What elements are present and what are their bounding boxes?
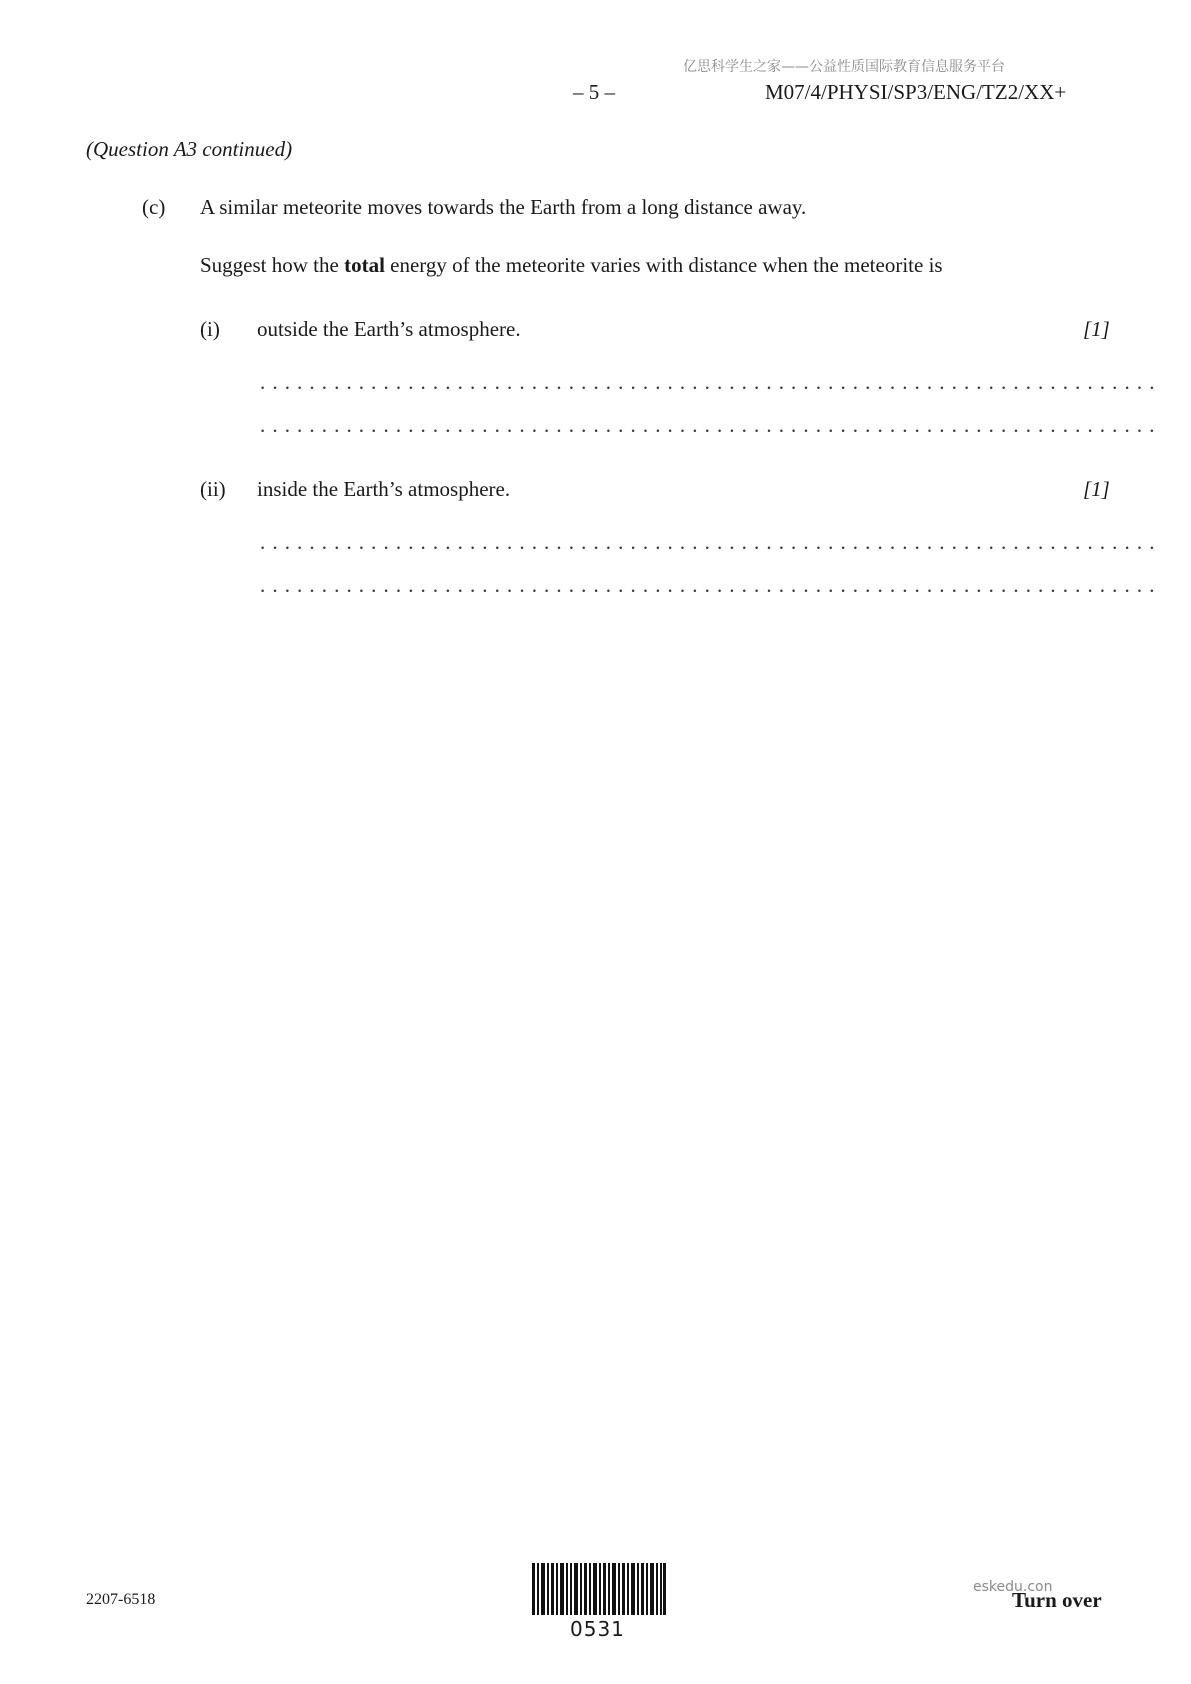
- answer-line[interactable]: .........................................................................: [260, 530, 1162, 554]
- prompt-text-start: Suggest how the: [200, 253, 345, 277]
- sub-ii-text: inside the Earth’s atmosphere.: [257, 477, 511, 501]
- sub-ii-marks: [1]: [1083, 477, 1110, 501]
- page-number: – 5 –: [573, 80, 615, 104]
- answer-line[interactable]: .........................................................................: [260, 413, 1162, 437]
- header-watermark: 亿思科学生之家——公益性质国际教育信息服务平台: [683, 59, 1005, 75]
- paper-code: M07/4/PHYSI/SP3/ENG/TZ2/XX+: [765, 80, 1067, 104]
- part-c-label: (c): [142, 195, 166, 219]
- question-continued-heading: (Question A3 continued): [86, 137, 293, 161]
- sub-ii-label: (ii): [200, 477, 226, 501]
- footer-watermark: eskedu.con: [973, 1579, 1053, 1595]
- answer-line[interactable]: .........................................................................: [260, 573, 1162, 597]
- barcode-number: 0531: [570, 1617, 625, 1641]
- prompt-text-end: energy of the meteorite varies with distance when the meteorite is: [384, 253, 943, 277]
- prompt-bold-word: total: [344, 253, 385, 277]
- sub-i-marks: [1]: [1083, 317, 1110, 341]
- answer-line[interactable]: .........................................................................: [260, 370, 1162, 394]
- sub-i-text: outside the Earth’s atmosphere.: [257, 317, 521, 341]
- part-c-prompt: [200, 253, 943, 278]
- barcode-icon: [532, 1563, 666, 1615]
- footer-code: 2207-6518: [86, 1591, 156, 1608]
- sub-i-label: (i): [200, 317, 220, 341]
- part-c-statement: A similar meteorite moves towards the Earth from a long distance away.: [200, 195, 807, 219]
- turn-over-label: Turn over: [1012, 1588, 1102, 1612]
